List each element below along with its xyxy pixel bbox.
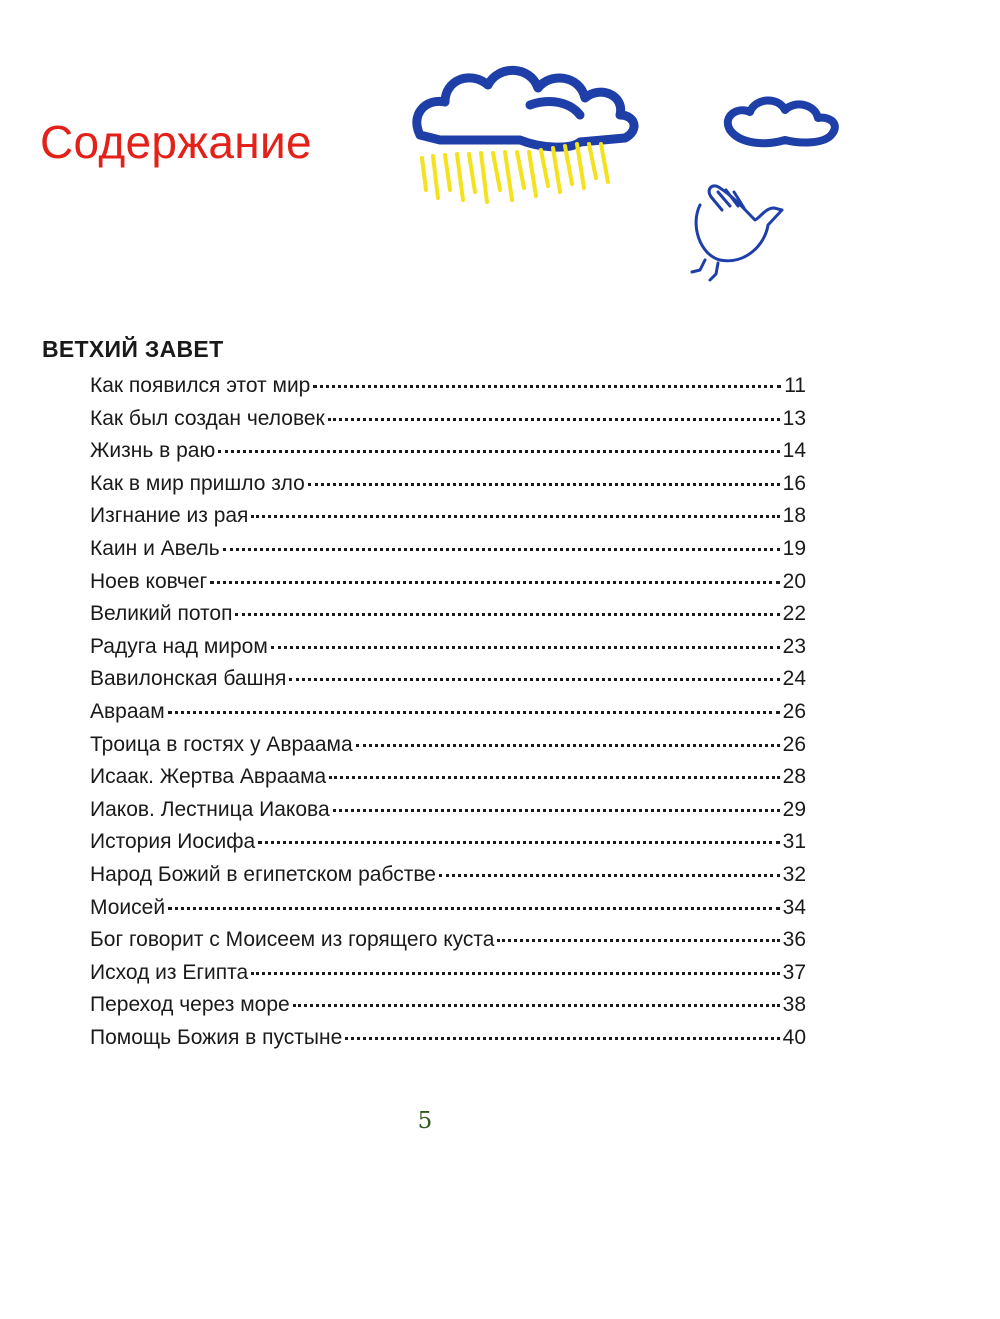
toc-entry-title: Каин и Авель <box>90 536 220 560</box>
toc-entry-page-number: 16 <box>782 471 806 495</box>
toc-entry-page-number: 18 <box>782 504 806 528</box>
toc-leader-dots <box>356 743 780 747</box>
toc-leader-dots <box>251 514 779 518</box>
toc-leader-dots <box>333 808 780 812</box>
cloud-icon <box>417 70 634 147</box>
toc-entry[interactable] <box>90 794 806 827</box>
toc-entry-title: Исаак. Жертва Авраама <box>90 765 327 789</box>
toc-entry-page-number: 38 <box>782 993 806 1017</box>
toc-entry-page-number: 29 <box>782 797 806 821</box>
toc-entry-title: Помощь Божия в пустыне <box>90 1025 343 1049</box>
toc-entry-page-number: 34 <box>782 895 806 919</box>
toc-entry[interactable] <box>90 500 806 533</box>
toc-entry[interactable] <box>90 761 806 794</box>
toc-leader-dots <box>345 1036 779 1040</box>
toc-leader-dots <box>308 482 780 486</box>
toc-leader-dots <box>289 677 779 681</box>
toc-entry-title: Как появился этот мир <box>90 374 311 397</box>
toc-entry[interactable] <box>90 1022 806 1055</box>
toc-entry-title: Авраам <box>90 699 165 723</box>
toc-entry-page-number: 11 <box>784 374 806 397</box>
toc-leader-dots <box>497 938 779 942</box>
toc-leader-dots <box>313 384 781 388</box>
toc-entry[interactable] <box>90 370 806 403</box>
toc-entry[interactable] <box>90 924 806 957</box>
toc-entry-page-number: 23 <box>782 634 806 658</box>
toc-leader-dots <box>329 775 779 779</box>
toc-entry[interactable] <box>90 729 806 762</box>
toc-entry-page-number: 22 <box>782 602 806 626</box>
toc-entry-title: Иаков. Лестница Иакова <box>90 797 330 821</box>
toc-entry-page-number: 19 <box>782 536 806 560</box>
toc-entry-page-number: 28 <box>782 765 806 789</box>
toc-leader-dots <box>168 906 780 910</box>
toc-entry-page-number: 32 <box>782 862 806 886</box>
toc-entry[interactable] <box>90 566 806 599</box>
toc-entry-page-number: 26 <box>782 732 806 756</box>
cloud-icon <box>728 100 835 143</box>
page-title: Содержание <box>40 115 312 168</box>
toc-entry-page-number: 20 <box>782 569 806 593</box>
toc-leader-dots <box>293 1003 780 1007</box>
toc-entry-title: Радуга над миром <box>90 634 268 658</box>
toc-entry[interactable] <box>90 631 806 664</box>
toc-entry[interactable] <box>90 892 806 925</box>
toc-entry[interactable] <box>90 533 806 566</box>
toc-entry-page-number: 36 <box>782 928 806 952</box>
toc-leader-dots <box>439 873 780 877</box>
toc-entry[interactable] <box>90 663 806 696</box>
toc-leader-dots <box>210 580 780 584</box>
toc-entry-title: Вавилонская башня <box>90 667 287 691</box>
toc-leader-dots <box>328 417 780 421</box>
toc-entry-title: Ноев ковчег <box>90 569 208 593</box>
toc-leader-dots <box>258 840 779 844</box>
toc-entry[interactable] <box>90 859 806 892</box>
toc-leader-dots <box>235 612 779 616</box>
toc-entry-page-number: 37 <box>782 960 806 984</box>
toc-entry[interactable] <box>90 598 806 631</box>
toc-entry[interactable] <box>90 468 806 501</box>
toc-entry-page-number: 26 <box>782 699 806 723</box>
toc-entry[interactable] <box>90 989 806 1022</box>
toc-entry-title: Как в мир пришло зло <box>90 471 305 495</box>
toc-entry-title: Переход через море <box>90 993 290 1017</box>
toc-entry-title: Троица в гостях у Авраама <box>90 732 353 756</box>
toc-entry-page-number: 40 <box>782 1025 806 1049</box>
toc-leader-dots <box>251 971 779 975</box>
section-heading: ВЕТХИЙ ЗАВЕТ <box>42 336 224 362</box>
toc-entry-page-number: 31 <box>782 830 806 854</box>
toc-entry-title: Жизнь в раю <box>90 439 216 463</box>
toc-entry-title: Великий потоп <box>90 602 233 626</box>
table-of-contents <box>90 370 806 1054</box>
toc-leader-dots <box>271 645 780 649</box>
toc-entry-page-number: 14 <box>782 439 806 463</box>
toc-entry[interactable] <box>90 957 806 990</box>
toc-entry-page-number: 13 <box>782 406 806 430</box>
toc-leader-dots <box>168 710 780 714</box>
toc-entry-title: Исход из Египта <box>90 960 249 984</box>
toc-leader-dots <box>223 547 780 551</box>
toc-entry-title: История Иосифа <box>90 830 256 854</box>
toc-leader-dots <box>218 449 779 453</box>
toc-entry-page-number: 24 <box>782 667 806 691</box>
toc-entry[interactable] <box>90 696 806 729</box>
toc-entry[interactable] <box>90 403 806 436</box>
toc-entry-title: Изгнание из рая <box>90 504 249 528</box>
dove-icon <box>692 186 782 280</box>
toc-entry[interactable] <box>90 826 806 859</box>
toc-entry-title: Как был создан человек <box>90 406 325 430</box>
sun-rays-icon <box>422 144 608 202</box>
toc-entry-title: Бог говорит с Моисеем из горящего куста <box>90 928 495 952</box>
toc-entry[interactable] <box>90 435 806 468</box>
page-number: 5 <box>417 1108 433 1134</box>
clouds-dove-illustration <box>400 60 870 300</box>
toc-entry-title: Народ Божий в египетском рабстве <box>90 862 436 886</box>
toc-entry-title: Моисей <box>90 895 166 919</box>
